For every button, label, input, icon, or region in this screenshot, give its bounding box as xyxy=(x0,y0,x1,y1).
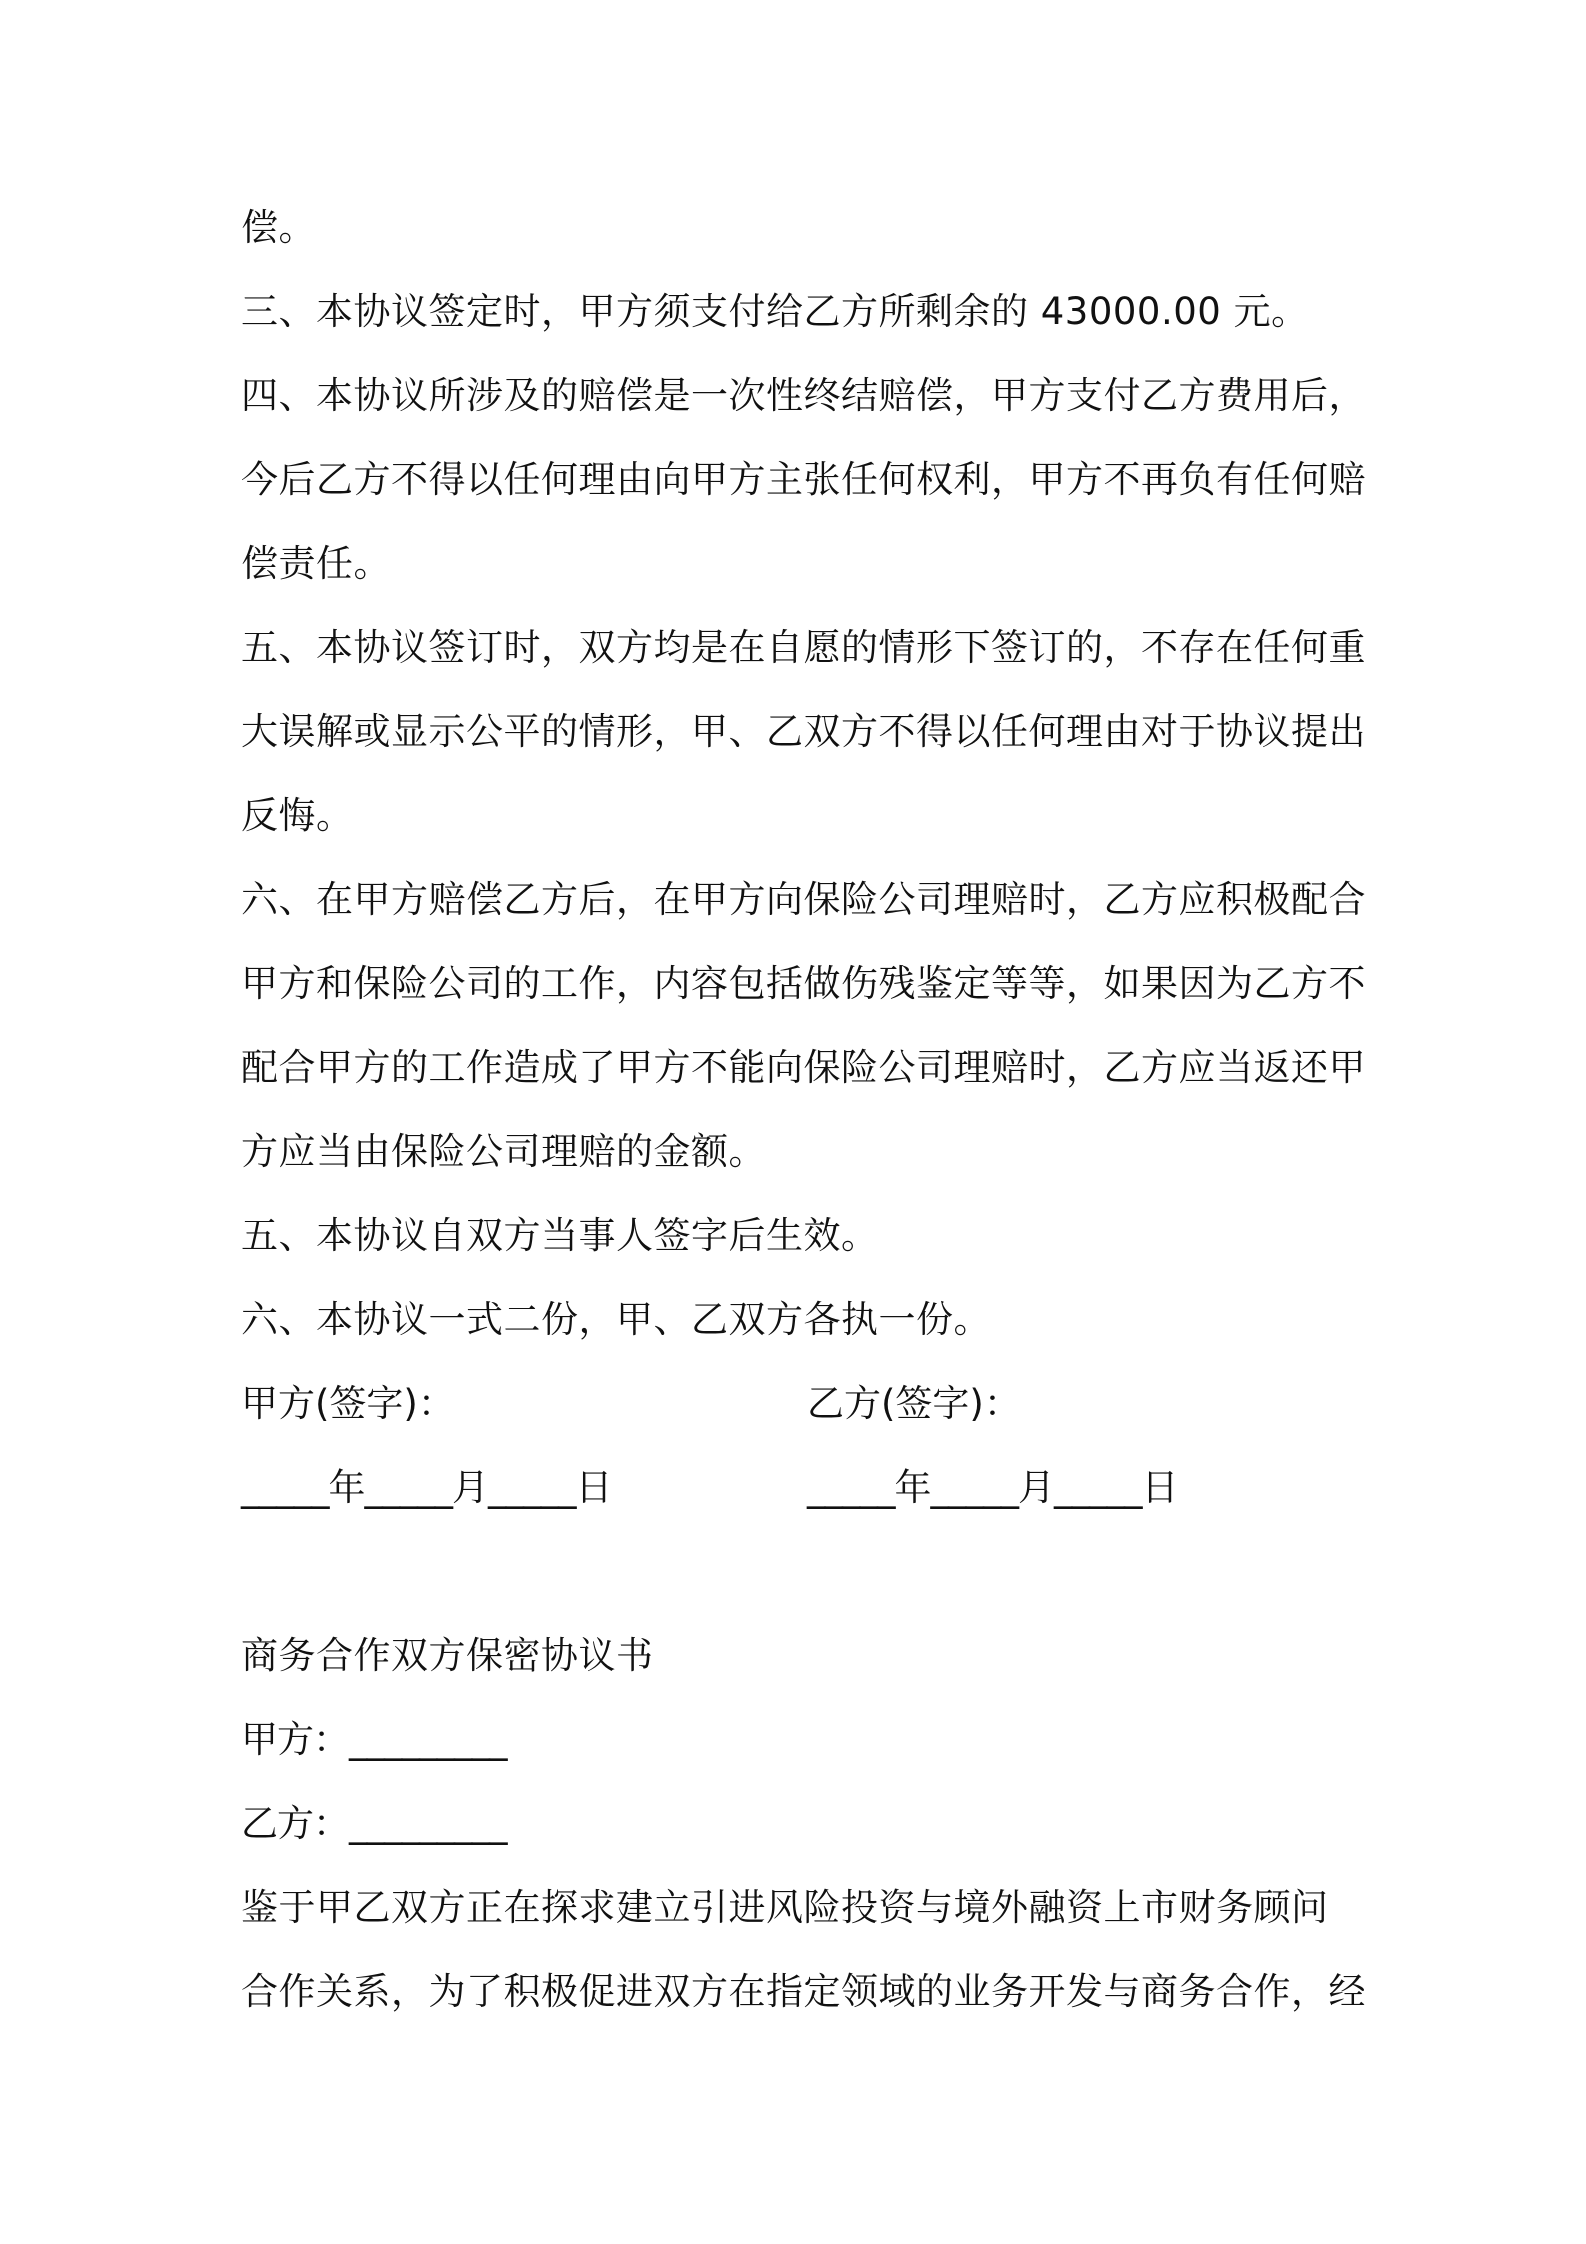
clause-effective: 五、本协议自双方当事人签字后生效。 xyxy=(241,1214,879,1257)
clause-three: 三、本协议签定时，甲方须支付给乙方所剩余的 43000.00 元。 xyxy=(241,290,1309,333)
clause-copies: 六、本协议一式二份，甲、乙双方各执一份。 xyxy=(241,1298,991,1341)
preamble-line-2: 合作关系，为了积极促进双方在指定领域的业务开发与商务合作，经 xyxy=(241,1970,1366,2013)
clause-five-line-1: 五、本协议签订时，双方均是在自愿的情形下签订的，不存在任何重 xyxy=(241,626,1366,669)
party-a-signature-label: 甲方(签字)： xyxy=(241,1382,455,1425)
clause-six-line-2: 甲方和保险公司的工作，内容包括做伤残鉴定等等，如果因为乙方不 xyxy=(241,962,1366,1005)
party-b-date-line: _____年_____月_____日 xyxy=(807,1466,1178,1509)
paragraph-line: 偿。 xyxy=(241,206,316,249)
party-a-line: 甲方：_________ xyxy=(241,1718,507,1761)
party-b-line: 乙方：_________ xyxy=(241,1802,507,1845)
clause-six-line-4: 方应当由保险公司理赔的金额。 xyxy=(241,1130,766,1173)
clause-five-line-2: 大误解或显示公平的情形，甲、乙双方不得以任何理由对于协议提出 xyxy=(241,710,1366,753)
party-a-date-line: _____年_____月_____日 xyxy=(241,1466,612,1509)
clause-six-line-1: 六、在甲方赔偿乙方后，在甲方向保险公司理赔时，乙方应积极配合 xyxy=(241,878,1366,921)
clause-four-line-2: 今后乙方不得以任何理由向甲方主张任何权利，甲方不再负有任何赔 xyxy=(241,458,1366,501)
party-b-signature-label: 乙方(签字)： xyxy=(807,1382,1021,1425)
agreement-title: 商务合作双方保密协议书 xyxy=(241,1634,654,1677)
preamble-line-1: 鉴于甲乙双方正在探求建立引进风险投资与境外融资上市财务顾问 xyxy=(241,1886,1329,1929)
clause-five-line-3: 反悔。 xyxy=(241,794,354,837)
clause-four-line-1: 四、本协议所涉及的赔偿是一次性终结赔偿，甲方支付乙方费用后， xyxy=(241,374,1366,417)
clause-four-line-3: 偿责任。 xyxy=(241,542,391,585)
clause-six-line-3: 配合甲方的工作造成了甲方不能向保险公司理赔时，乙方应当返还甲 xyxy=(241,1046,1366,1089)
